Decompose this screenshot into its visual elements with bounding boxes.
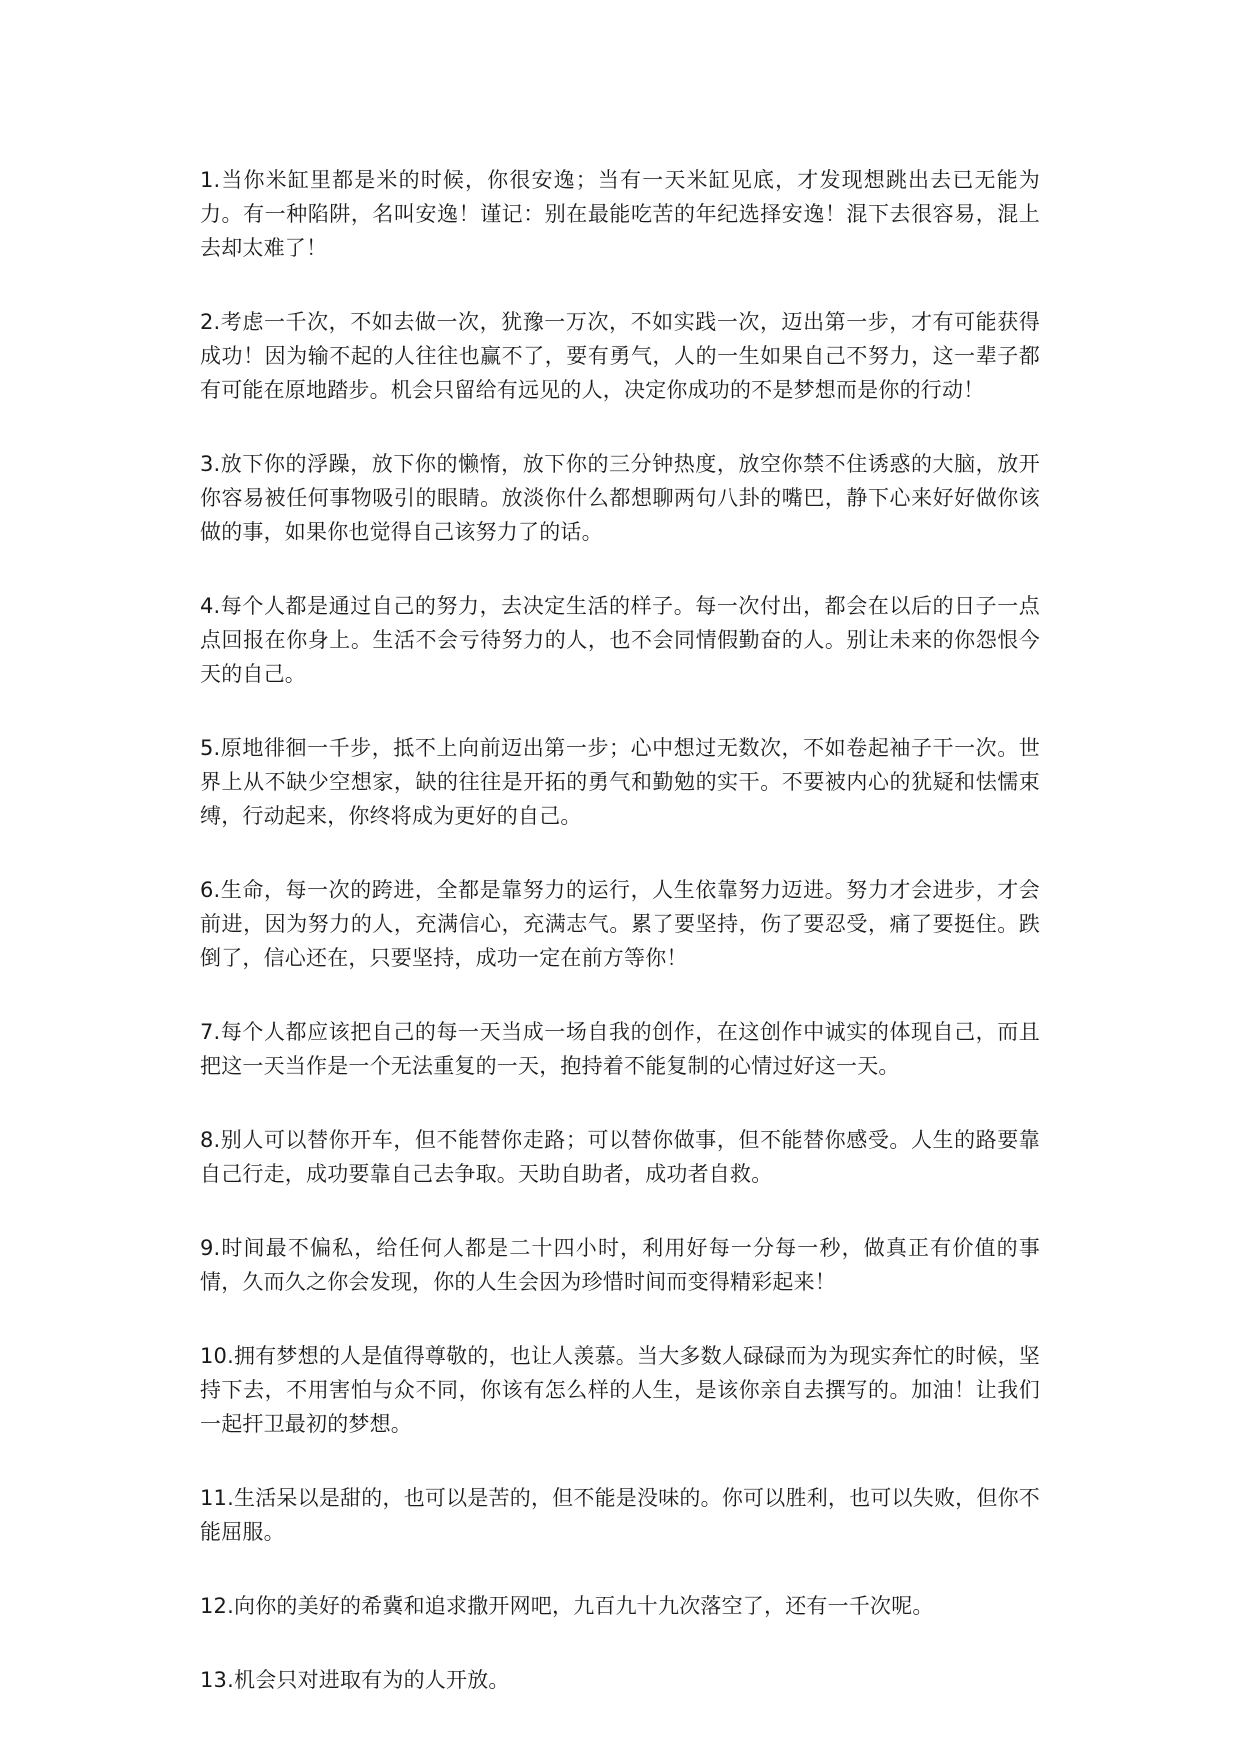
paragraph-9: 9.时间最不偏私，给任何人都是二十四小时，利用好每一分每一秒，做真正有价值的事情，久而久之你会发现，你的人生会因为珍惜时间而变得精彩起来！ xyxy=(200,1236,1040,1294)
paragraph-7: 7.每个人都应该把自己的每一天当成一场自我的创作，在这创作中诚实的体现自己，而且把这一天当作是一个无法重复的一天，抱持着不能复制的心情过好这一天。 xyxy=(200,1020,1040,1078)
paragraph-4: 4.每个人都是通过自己的努力，去决定生活的样子。每一次付出，都会在以后的日子一点点回报在你身上。生活不会亏待努力的人，也不会同情假勤奋的人。别让未来的你怨恨今天的自己。 xyxy=(200,594,1040,686)
paragraph-2: 2.考虑一千次，不如去做一次，犹豫一万次，不如实践一次，迈出第一步，才有可能获得成功！因为输不起的人往往也赢不了，要有勇气，人的一生如果自己不努力，这一辈子都有可能在原地踏步。机会只留给有远见的人，决定你成功的不是梦想而是你的行动！ xyxy=(200,310,1040,402)
paragraph-8: 8.别人可以替你开车，但不能替你走路；可以替你做事，但不能替你感受。人生的路要靠自己行走，成功要靠自己去争取。天助自助者，成功者自救。 xyxy=(200,1128,1040,1186)
paragraph-5: 5.原地徘徊一千步，抵不上向前迈出第一步；心中想过无数次，不如卷起袖子干一次。世界上从不缺少空想家，缺的往往是开拓的勇气和勤勉的实干。不要被内心的犹疑和怯懦束缚，行动起来，你终将成为更好的自己。 xyxy=(200,736,1040,828)
paragraph-13: 13.机会只对进取有为的人开放。 xyxy=(200,1668,510,1692)
paragraph-12: 12.向你的美好的希冀和追求撒开网吧，九百九十九次落空了，还有一千次呢。 xyxy=(200,1594,934,1618)
paragraph-1: 1.当你米缸里都是米的时候，你很安逸；当有一天米缸见底，才发现想跳出去已无能为力。有一种陷阱，名叫安逸！谨记：别在最能吃苦的年纪选择安逸！混下去很容易，混上去却太难了！ xyxy=(200,168,1040,260)
paragraph-3: 3.放下你的浮躁，放下你的懒惰，放下你的三分钟热度，放空你禁不住诱惑的大脑，放开你容易被任何事物吸引的眼睛。放淡你什么都想聊两句八卦的嘴巴，静下心来好好做你该做的事，如果你也觉得自己该努力了的话。 xyxy=(200,452,1040,544)
document-body xyxy=(200,163,1040,1737)
paragraph-10: 10.拥有梦想的人是值得尊敬的，也让人羡慕。当大多数人碌碌而为为现实奔忙的时候，坚持下去，不用害怕与众不同，你该有怎么样的人生，是该你亲自去撰写的。加油！让我们一起扞卫最初的梦想。 xyxy=(200,1344,1040,1436)
paragraph-6: 6.生命，每一次的跨进，全都是靠努力的运行，人生依靠努力迈进。努力才会进步，才会前进，因为努力的人，充满信心，充满志气。累了要坚持，伤了要忍受，痛了要挺住。跌倒了，信心还在，只要坚持，成功一定在前方等你！ xyxy=(200,878,1040,970)
paragraph-11: 11.生活呆以是甜的，也可以是苦的，但不能是没味的。你可以胜利，也可以失败，但你不能屈服。 xyxy=(200,1486,1040,1544)
